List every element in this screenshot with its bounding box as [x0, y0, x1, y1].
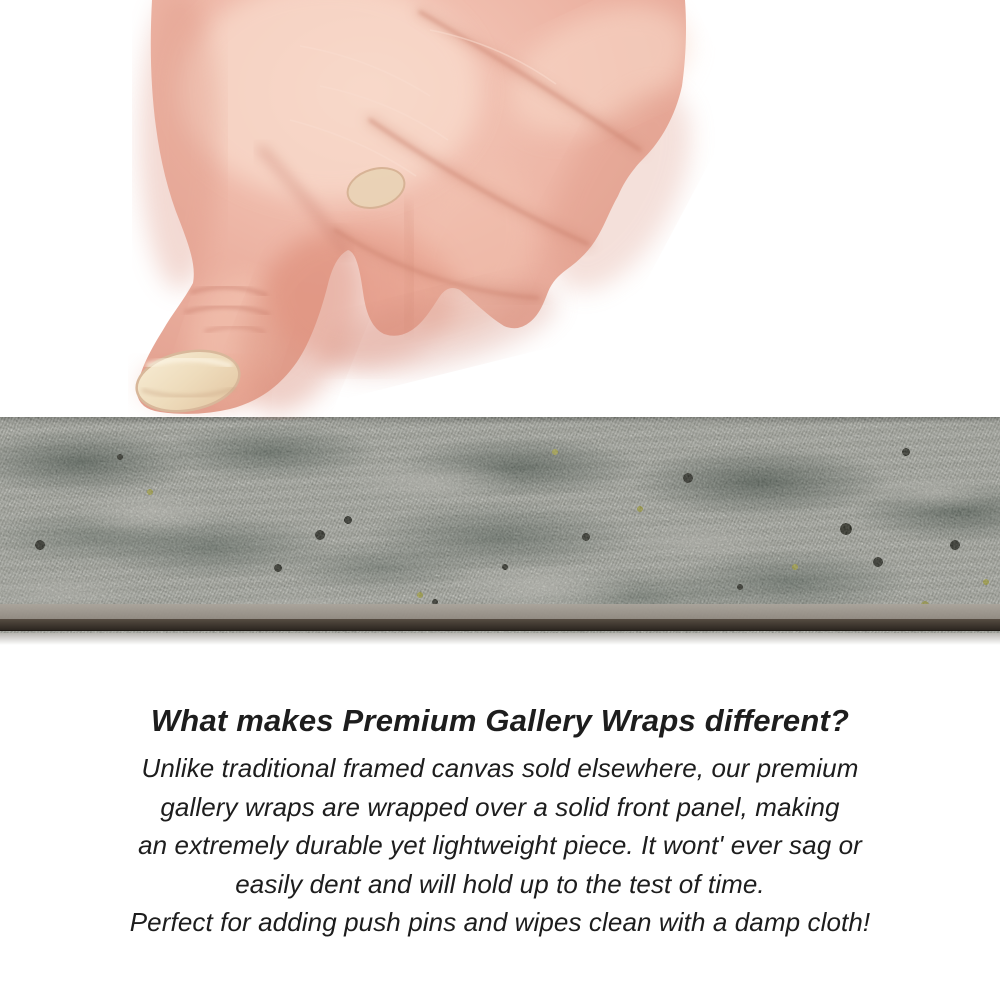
canvas-strip-shadow: [0, 633, 1000, 645]
canvas-strip-photo: [0, 417, 1000, 633]
copy-line-5: Perfect for adding push pins and wipes clean with a damp cloth!: [129, 907, 871, 937]
canvas-edge-dark-band: [0, 619, 1000, 631]
hand-illustration: [0, 0, 1000, 420]
marketing-copy: [0, 699, 1000, 942]
copy-line-2: gallery wraps are wrapped over a solid front panel, making: [160, 791, 840, 822]
canvas-grain-texture: [0, 417, 1000, 633]
copy-line-4: easily dent and will hold up to the test of time.: [235, 868, 765, 899]
copy-line-1: Unlike traditional framed canvas sold elsewhere, our premium: [141, 753, 859, 783]
copy-line-3: an extremely durable yet lightweight piece. It wont' ever sag or: [138, 830, 862, 860]
copy-heading: What makes Premium Gallery Wraps different?: [150, 703, 850, 738]
hand-photo: [0, 0, 1000, 420]
